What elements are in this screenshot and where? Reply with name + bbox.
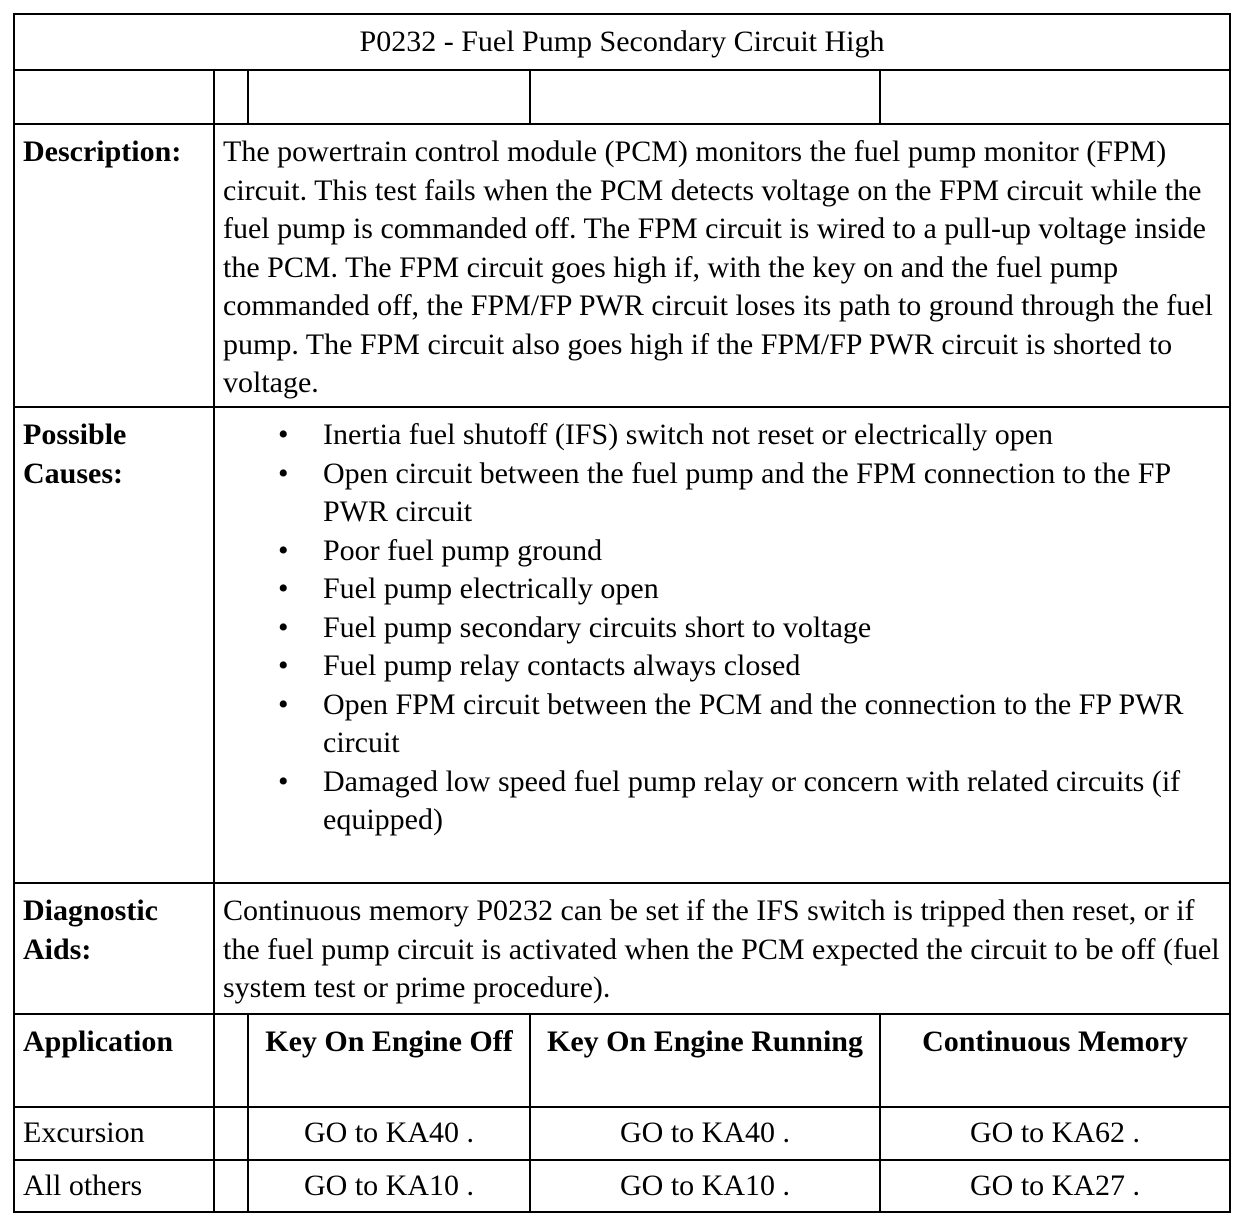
cause-text: Fuel pump secondary circuits short to voltage bbox=[323, 610, 872, 644]
possible-causes-list bbox=[223, 416, 1221, 840]
bullet-icon: • bbox=[278, 533, 289, 567]
cause-text: Fuel pump relay contacts always closed bbox=[323, 649, 801, 682]
bullet-icon: • bbox=[278, 687, 289, 721]
koer-action: GO to KA10 . bbox=[530, 1160, 880, 1212]
cause-text: Inertia fuel shutoff (IFS) switch not reset or electrically open bbox=[323, 418, 1054, 451]
bullet-icon: • bbox=[278, 456, 289, 490]
continuous-memory-action: GO to KA27 . bbox=[880, 1160, 1230, 1212]
empty-cell bbox=[248, 70, 530, 124]
possible-causes-cell bbox=[214, 407, 1230, 883]
list-item bbox=[278, 647, 1221, 686]
empty-cell bbox=[214, 1160, 248, 1212]
header-key-on-engine-off: Key On Engine Off bbox=[248, 1014, 530, 1107]
empty-cell bbox=[214, 1014, 248, 1107]
list-item bbox=[278, 686, 1221, 763]
application-header-row bbox=[14, 1014, 1230, 1107]
possible-causes-row bbox=[14, 407, 1230, 883]
spacer-row bbox=[14, 70, 1230, 124]
list-item bbox=[278, 455, 1221, 532]
table-row bbox=[14, 1160, 1230, 1212]
application-name: Excursion bbox=[14, 1107, 214, 1160]
diagnostic-aids-label: Diagnostic Aids: bbox=[14, 883, 214, 1014]
description-label: Description: bbox=[14, 124, 214, 407]
list-item bbox=[278, 763, 1221, 840]
continuous-memory-action: GO to KA62 . bbox=[880, 1107, 1230, 1160]
bullet-icon: • bbox=[278, 649, 289, 682]
description-text: The powertrain control module (PCM) monitors the fuel pump monitor (FPM) circuit. This test fails when the PCM detects voltage on the FPM circuit while the fuel pump is commanded off. The FPM circuit is wired to a pull-up voltage inside the PCM. The FPM circuit goes high if, with the key on and the fuel pump commanded off, the FPM/FP PWR circuit loses its path to ground through the fuel pump. The FPM circuit also goes high if the FPM/FP PWR circuit is shorted to voltage. bbox=[214, 124, 1230, 407]
cause-text: Open FPM circuit between the PCM and the connection to the FP PWR circuit bbox=[323, 687, 1184, 759]
list-item bbox=[278, 416, 1221, 455]
empty-cell bbox=[14, 70, 214, 124]
dtc-table bbox=[13, 13, 1231, 1213]
title-row bbox=[14, 14, 1230, 70]
koer-action: GO to KA40 . bbox=[530, 1107, 880, 1160]
empty-cell bbox=[530, 70, 880, 124]
header-application: Application bbox=[14, 1014, 214, 1107]
koeo-action: GO to KA40 . bbox=[248, 1107, 530, 1160]
application-name: All others bbox=[14, 1160, 214, 1212]
bullet-icon: • bbox=[278, 572, 289, 605]
empty-cell bbox=[214, 70, 248, 124]
possible-causes-label: Possible Causes: bbox=[14, 407, 214, 883]
description-row bbox=[14, 124, 1230, 407]
diagnostic-aids-text: Continuous memory P0232 can be set if the IFS switch is tripped then reset, or if the fuel pump circuit is activated when the PCM expected the circuit to be off (fuel system test or prime procedure). bbox=[214, 883, 1230, 1014]
bullet-icon: • bbox=[278, 418, 289, 451]
empty-cell bbox=[214, 1107, 248, 1160]
list-item bbox=[278, 532, 1221, 571]
table-row bbox=[14, 1107, 1230, 1160]
bullet-icon: • bbox=[278, 764, 289, 798]
header-key-on-engine-running: Key On Engine Running bbox=[530, 1014, 880, 1107]
cause-text: Damaged low speed fuel pump relay or concern with related circuits (if equipped) bbox=[323, 764, 1181, 836]
list-item bbox=[278, 609, 1221, 648]
koeo-action: GO to KA10 . bbox=[248, 1160, 530, 1212]
page-title: P0232 - Fuel Pump Secondary Circuit High bbox=[14, 14, 1230, 70]
bullet-icon: • bbox=[278, 610, 289, 644]
empty-cell bbox=[880, 70, 1230, 124]
cause-text: Fuel pump electrically open bbox=[323, 572, 659, 605]
list-item bbox=[278, 570, 1221, 609]
cause-text: Open circuit between the fuel pump and the FPM connection to the FP PWR circuit bbox=[323, 456, 1171, 528]
header-continuous-memory: Continuous Memory bbox=[880, 1014, 1230, 1107]
cause-text: Poor fuel pump ground bbox=[323, 533, 603, 567]
diagnostic-aids-row bbox=[14, 883, 1230, 1014]
